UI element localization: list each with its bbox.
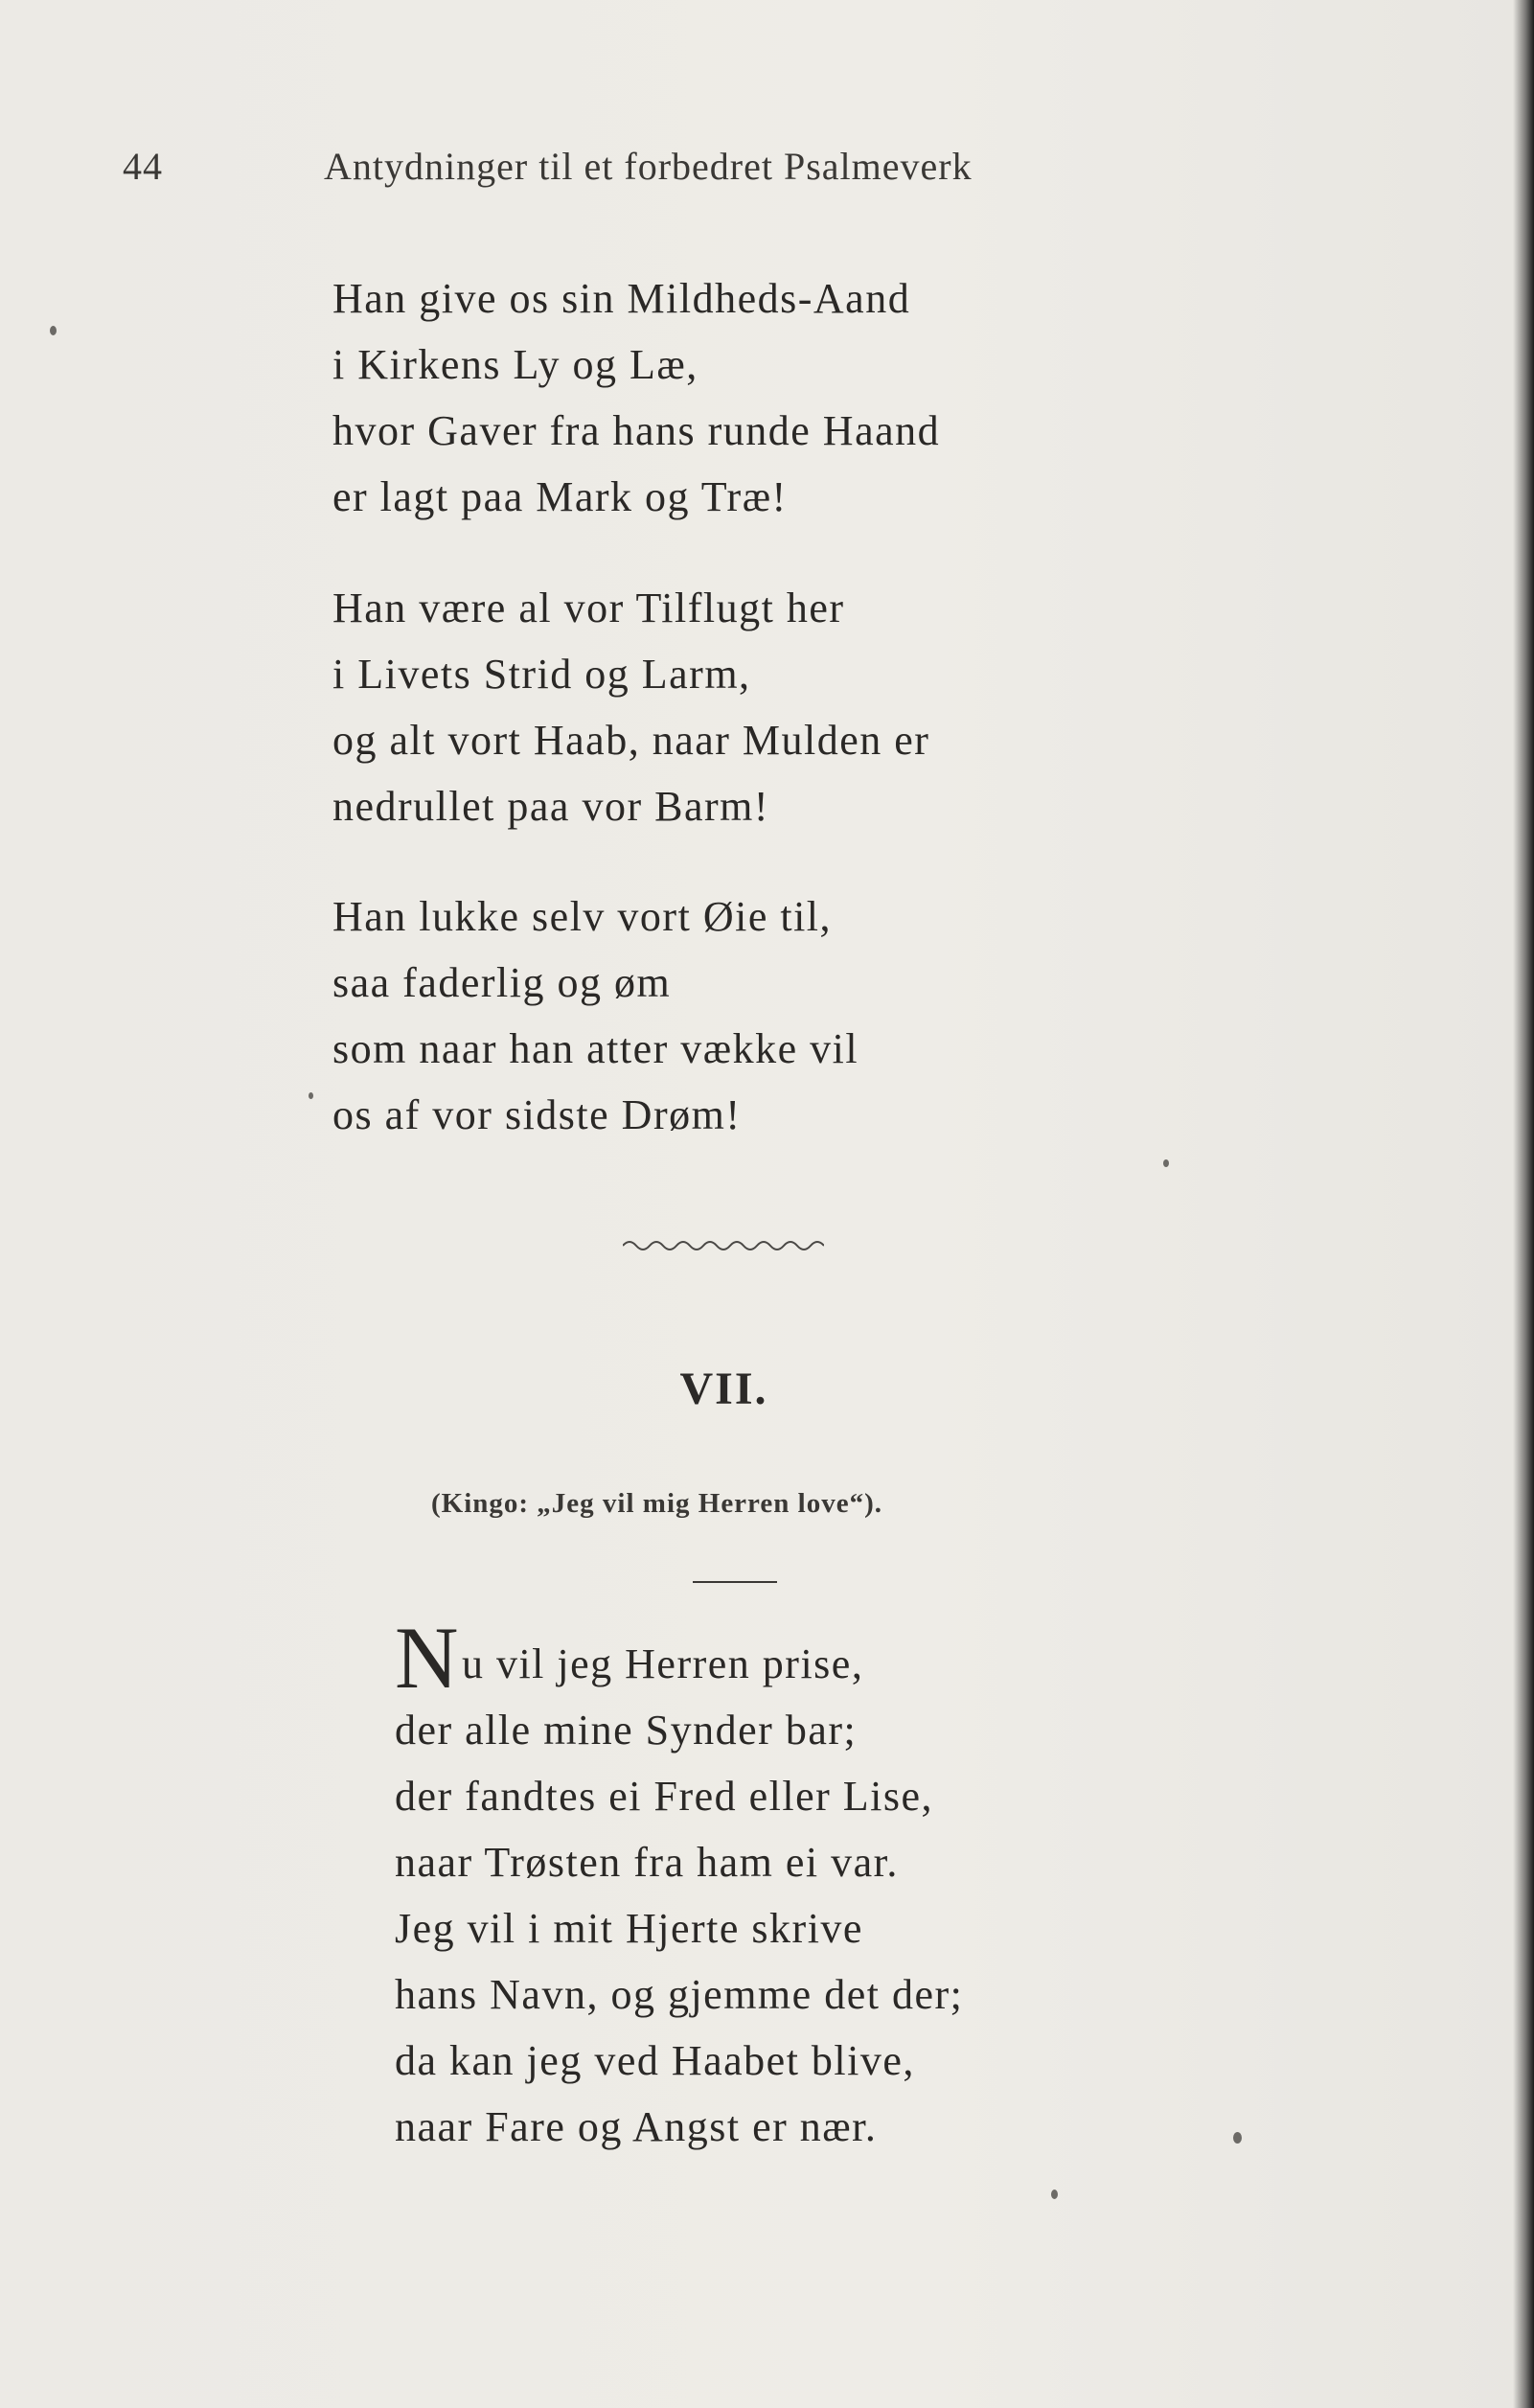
short-rule-divider: [693, 1581, 777, 1583]
verse-line: Han lukke selv vort Øie til,: [332, 893, 833, 940]
verse-line-first-text: u vil jeg Herren prise,: [461, 1640, 864, 1687]
hymn-attribution: (Kingo: „Jeg vil mig Herren love“).: [431, 1488, 882, 1519]
verse-line: hvor Gaver fra hans runde Haand: [332, 407, 941, 454]
verse-line: og alt vort Haab, naar Mulden er: [332, 717, 930, 764]
verse-line: i Kirkens Ly og Læ,: [332, 341, 698, 388]
stanza-2: [332, 575, 929, 839]
verse-line: der alle mine Synder bar;: [395, 1707, 858, 1754]
paper-speck: [1051, 2190, 1058, 2199]
stanza-3: [332, 883, 859, 1148]
verse-line: os af vor sidste Drøm!: [332, 1091, 742, 1138]
verse-line: i Livets Strid og Larm,: [332, 651, 751, 698]
verse-line: naar Trøsten fra ham ei var.: [395, 1839, 899, 1886]
verse-line: da kan jeg ved Haabet blive,: [395, 2037, 915, 2084]
page-number: 44: [123, 145, 163, 188]
paper-speck: [1163, 1159, 1169, 1167]
verse-line-first: [395, 1609, 963, 1707]
verse-line: hans Navn, og gjemme det der;: [395, 1971, 964, 2018]
paper-speck: [50, 326, 57, 335]
stanza-1: [332, 265, 940, 530]
verse-line: er lagt paa Mark og Træ!: [332, 473, 788, 520]
verse-line: Han give os sin Mildheds-Aand: [332, 275, 911, 322]
verse-line: Han være al vor Tilflugt her: [332, 585, 845, 631]
section-number: VII.: [679, 1364, 768, 1414]
verse-line: Jeg vil i mit Hjerte skrive: [395, 1905, 863, 1952]
wavy-ornament-divider: [623, 1236, 824, 1255]
verse-line: saa faderlig og øm: [332, 959, 672, 1006]
running-title: Antydninger til et forbedret Psalmeverk: [324, 145, 973, 188]
paper-speck: [309, 1092, 313, 1099]
drop-cap: N: [395, 1609, 460, 1707]
verse-line: der fandtes ei Fred eller Lise,: [395, 1773, 934, 1820]
hymn-stanza: [395, 1609, 964, 2160]
page-edge-shadow: [1513, 0, 1534, 2408]
verse-line: naar Fare og Angst er nær.: [395, 2103, 878, 2150]
verse-line: nedrullet paa vor Barm!: [332, 783, 770, 830]
verse-line: som naar han atter vække vil: [332, 1025, 859, 1072]
paper-speck: [1233, 2132, 1242, 2144]
